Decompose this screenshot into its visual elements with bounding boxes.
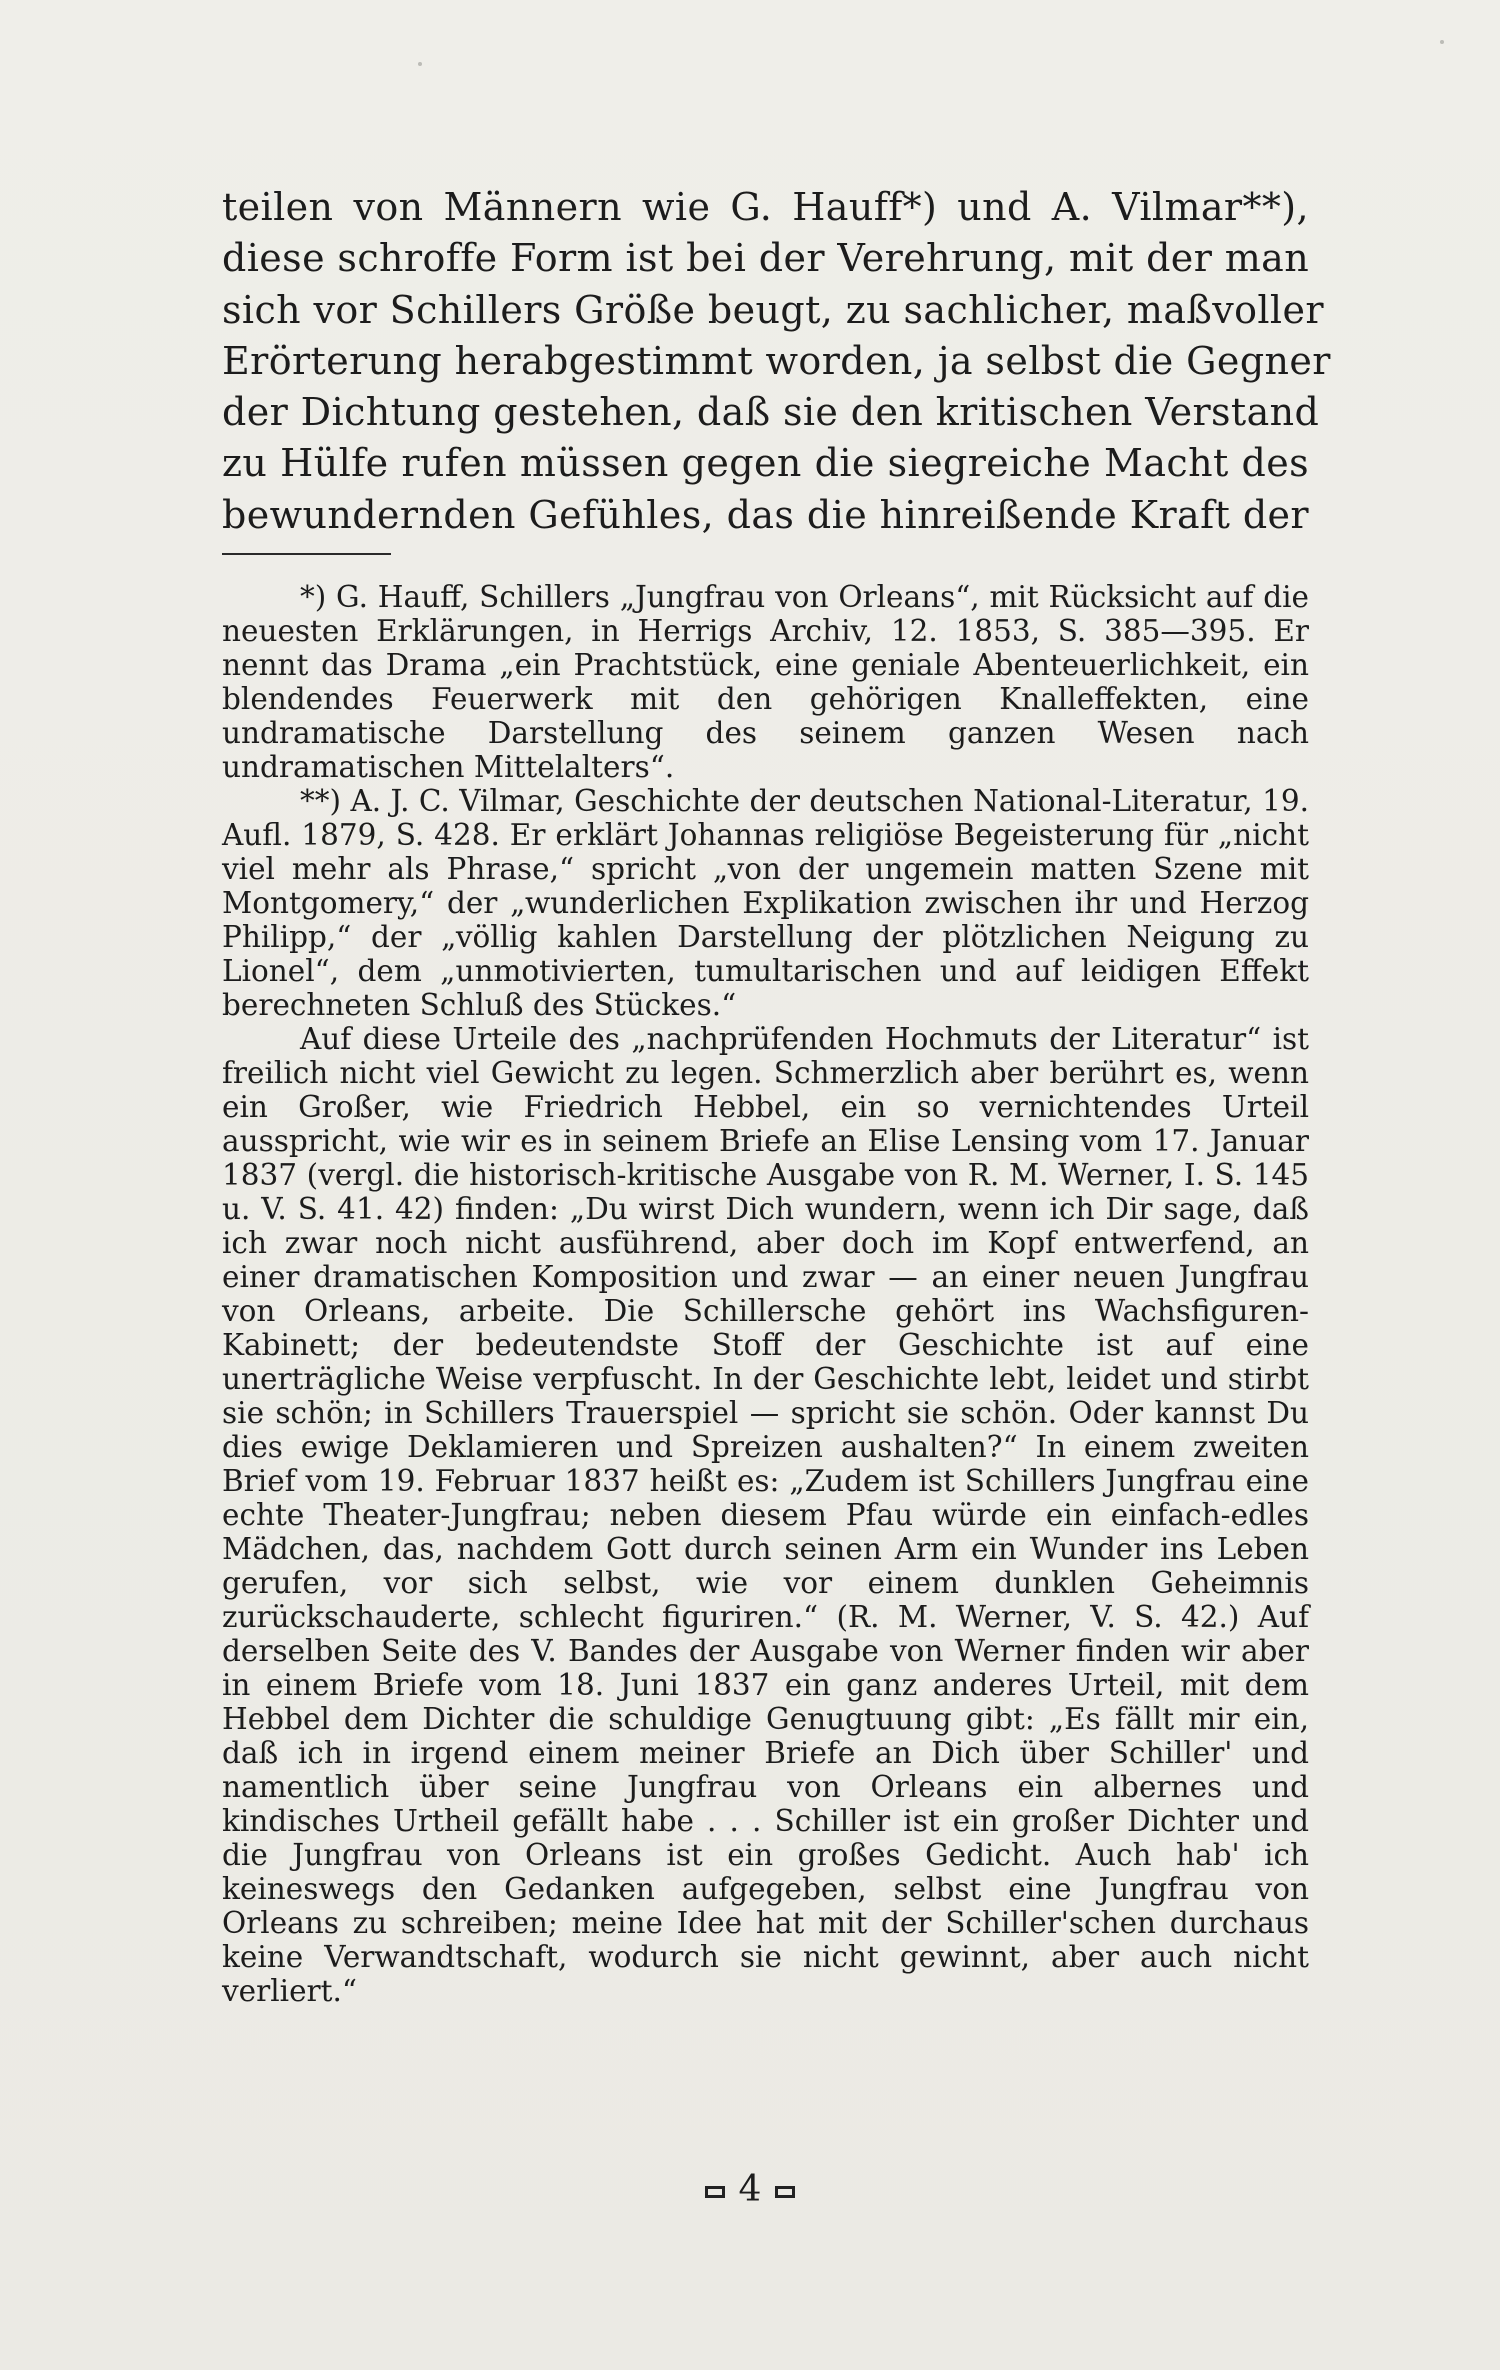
footnote-separator <box>222 553 391 555</box>
body-paragraph: Auf diese Urteile des „nachprüfenden Hochmuts der Literatur“ ist freilich nicht viel Gewicht zu legen. Schmerzlich aber berührt es, wenn ein Großer, wie Friedrich Hebbel, ein so vernichtendes Urteil ausspricht, wie wir es in seinem Briefe an Elise Lensing vom 17. Januar 1837 (vergl. die historisch-kritische Ausgabe von R. M. Werner, I. S. 145 u. V. S. 41. 42) finden: „Du wirst Dich wundern, wenn ich Dir sage, daß ich zwar noch nicht ausführend, aber doch im Kopf entwerfend, an einer dramatischen Komposition und zwar — an einer neuen Jungfrau von Orleans, arbeite. Die Schillersche gehört ins Wachsfiguren-Kabinett; der bedeutendste Stoff der Geschichte ist auf eine unerträgliche Weise verpfuscht. In der Geschichte lebt, leidet und stirbt sie schön; in Schillers Trauerspiel — spricht sie schön. Oder kannst Du dies ewige Deklamieren und Spreizen aushalten?“ In einem zweiten Brief vom 19. Februar 1837 heißt es: „Zudem ist Schillers Jungfrau eine echte Theater-Jungfrau; neben diesem Pfau würde ein einfach-edles Mädchen, das, nachdem Gott durch seinen Arm ein Wunder ins Leben gerufen, vor sich selbst, wie vor einem dunklen Geheimnis zurückschauderte, schlecht figuriren.“ (R. M. Werner, V. S. 42.) Auf derselben Seite des V. Bandes der Ausgabe von Werner finden wir aber in einem Briefe vom 18. Juni 1837 ein ganz anderes Urteil, mit dem Hebbel dem Dichter die schuldige Genugtuung gibt: „Es fällt mir ein, daß ich in irgend einem meiner Briefe an Dich über Schiller' und namentlich über seine Jungfrau von Orleans ein albernes und kindisches Urtheil gefällt habe . . . Schiller ist ein großer Dichter und die Jungfrau von Orleans ist ein großes Gedicht. Auch hab' ich keineswegs den Gedanken aufgegeben, selbst eine Jungfrau von Orleans zu schreiben; meine Idee hat mit der Schiller'schen durchaus keine Verwandtschaft, wodurch sie nicht gewinnt, aber auch nicht verliert.“ <box>222 1022 1309 2008</box>
text-line: Erörterung herabgestimmt worden, ja selbst die Gegner <box>222 338 1331 383</box>
text-line: zu Hülfe rufen müssen gegen die siegreiche Macht des <box>222 441 1309 486</box>
text-line: sich vor Schillers Größe beugt, zu sachlicher, maßvoller <box>222 287 1324 332</box>
main-text-block <box>222 182 1331 541</box>
paper-speck <box>418 62 422 66</box>
page-number <box>0 2170 1500 2210</box>
text-line: teilen von Männern wie G. Hauff*) und A. Vilmar**), <box>222 185 1309 229</box>
text-line: der Dichtung gestehen, daß sie den kritischen Verstand <box>222 390 1320 435</box>
footnote-1: *) G. Hauff, Schillers „Jungfrau von Orleans“, mit Rücksicht auf die neuesten Erklärungen, in Herrigs Archiv, 12. 1853, S. 385—395. Er nennt das Drama „ein Prachtstück, eine geniale Abenteuerlichkeit, ein blendendes Feuerwerk mit den gehörigen Knalleffekten, eine undramatische Darstellung des seinem ganzen Wesen nach undramatischen Mittelalters“. <box>222 580 1309 784</box>
notes-block <box>222 580 1309 2008</box>
paper-speck <box>1440 40 1444 44</box>
ornament-box-icon <box>775 2186 795 2198</box>
text-line: diese schroffe Form ist bei der Verehrung, mit der man <box>222 236 1310 281</box>
footnote-2: **) A. J. C. Vilmar, Geschichte der deutschen National-Literatur, 19. Aufl. 1879, S. 428. Er erklärt Johannas religiöse Begeisterung für „nicht viel mehr als Phrase,“ spricht „von der ungemein matten Szene mit Montgomery,“ der „wunderlichen Explikation zwischen ihr und Herzog Philipp,“ der „völlig kahlen Darstellung der plötzlichen Neigung zu Lionel“, dem „unmotivierten, tumultarischen und auf leidigen Effekt berechneten Schluß des Stückes.“ <box>222 784 1309 1022</box>
ornament-box-icon <box>705 2186 725 2198</box>
text-line: bewundernden Gefühles, das die hinreißende Kraft der <box>222 492 1309 537</box>
page-number-value: 4 <box>738 2169 762 2210</box>
